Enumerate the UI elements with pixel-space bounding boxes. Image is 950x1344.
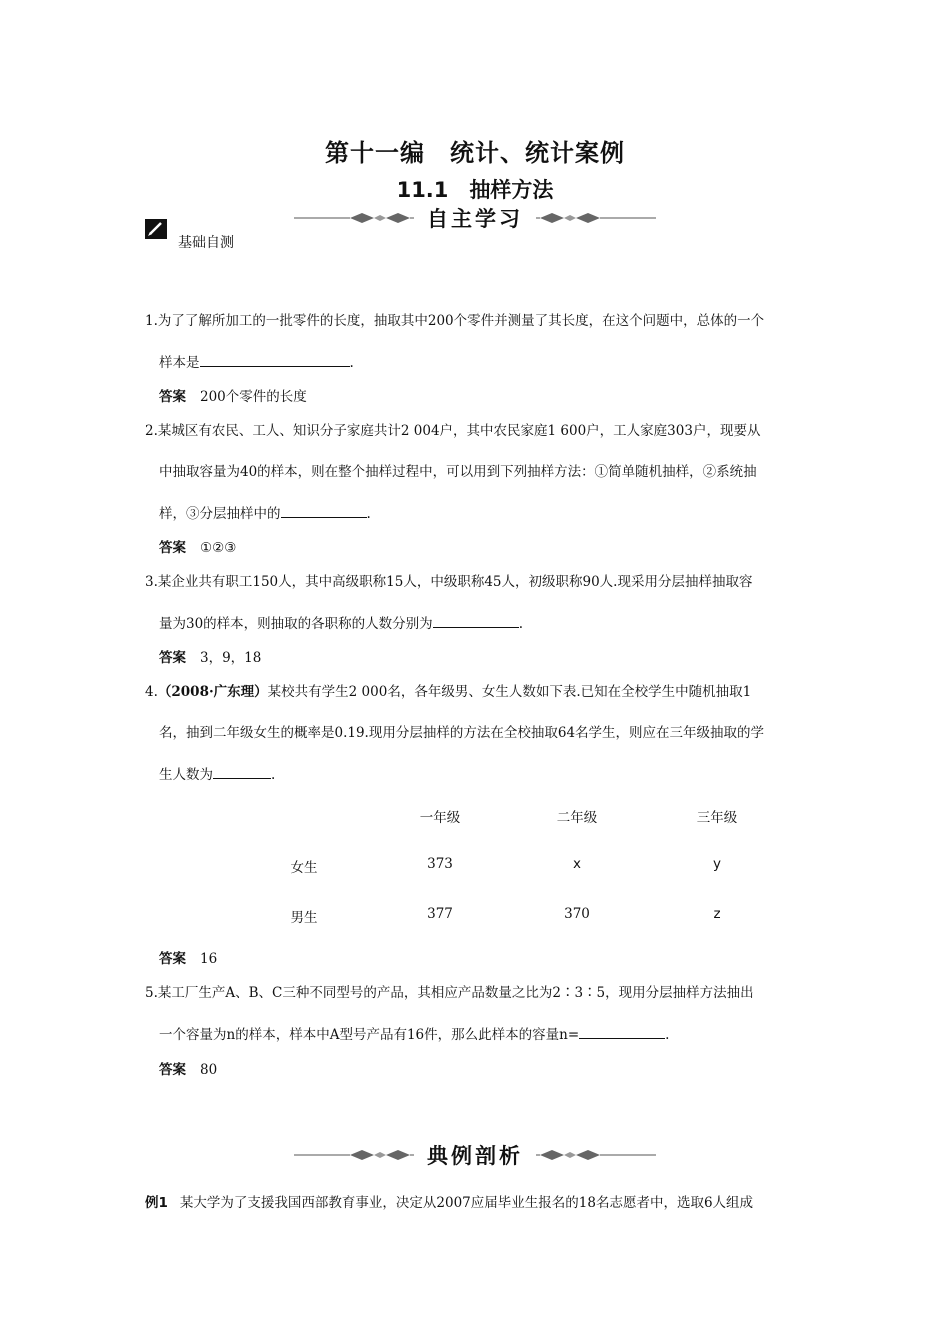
question-5-text: 一个容量为n的样本，样本中A型号产品有16件，那么此样本的容量n= <box>159 1027 580 1043</box>
question-3-line-1: 3.某企业共有职工150人，其中高级职称15人，中级职称45人，初级职称90人.现采用分层抽样抽取容 <box>145 574 753 590</box>
answer-1-value: 200个零件的长度 <box>200 389 307 405</box>
diamond-ornament-icon <box>536 211 656 225</box>
question-5-line-2 <box>159 1024 829 1045</box>
table-cell: x <box>573 856 581 872</box>
question-1-line-2 <box>159 352 829 373</box>
answer-label: 答案 <box>159 1062 186 1078</box>
question-5-period: . <box>665 1027 670 1043</box>
question-4-text: 某校共有学生2 000名，各年级男、女生人数如下表.已知在全校学生中随机抽取1 <box>267 684 752 700</box>
answer-2 <box>159 538 829 558</box>
question-2-line-2: 中抽取容量为40的样本，则在整个抽样过程中，可以用到下列抽样方法：①简单随机抽样，②系统抽 <box>159 464 757 480</box>
table-cell: y <box>713 856 721 872</box>
pencil-icon <box>145 219 167 239</box>
table-cell: 373 <box>427 856 453 872</box>
example-text: 某大学为了支援我国西部教育事业，决定从2007应届毕业生报名的18名志愿者中，选取6人组成 <box>179 1195 754 1211</box>
answer-5-value: 80 <box>200 1062 218 1078</box>
question-4-period: . <box>271 767 276 783</box>
answer-label: 答案 <box>159 540 186 556</box>
question-4-line-2: 名，抽到二年级女生的概率是0.19.现用分层抽样的方法在全校抽取64名学生，则应在三年级抽取的学 <box>159 725 765 741</box>
subsection-title: 基础自测 <box>178 235 234 251</box>
answer-blank <box>433 613 519 628</box>
self-study-heading: 自主学习 <box>427 207 523 231</box>
answer-label: 答案 <box>159 389 186 405</box>
answer-blank <box>579 1024 665 1039</box>
answer-blank <box>281 503 367 518</box>
question-2-line-1: 2.某城区有农民、工人、知识分子家庭共计2 004户，其中农民家庭1 600户，工人家庭303户，现要从 <box>145 423 761 439</box>
table-header: 三年级 <box>696 810 738 826</box>
table-row-label: 男生 <box>290 910 318 926</box>
answer-label: 答案 <box>159 951 186 967</box>
question-3-text: 量为30的样本，则抽取的各职称的人数分别为 <box>159 616 433 632</box>
question-4-source: （2008·广东理） <box>157 684 268 700</box>
answer-blank <box>213 764 271 779</box>
diamond-ornament-icon <box>294 1148 414 1162</box>
self-study-banner <box>0 203 950 233</box>
table-header: 二年级 <box>556 810 598 826</box>
table-cell: 370 <box>564 906 590 922</box>
question-1-period: . <box>349 355 354 371</box>
question-4-line-3 <box>159 764 829 785</box>
examples-heading: 典例剖析 <box>427 1144 523 1168</box>
question-2-line-3 <box>159 503 829 524</box>
examples-banner <box>0 1140 950 1170</box>
table-cell: z <box>713 906 721 922</box>
question-1-line-1: 1.为了了解所加工的一批零件的长度，抽取其中200个零件并测量了其长度，在这个问题中，总体的一个 <box>145 313 765 329</box>
answer-3 <box>159 648 829 668</box>
answer-2-value: ①②③ <box>200 540 237 556</box>
question-2-text: 样，③分层抽样中的 <box>159 506 281 522</box>
diamond-ornament-icon <box>536 1148 656 1162</box>
diamond-ornament-icon <box>294 211 414 225</box>
example-label: 例1 <box>145 1195 168 1211</box>
question-4-number: 4. <box>145 684 158 700</box>
question-3-line-2 <box>159 613 829 634</box>
chapter-title: 第十一编 统计、统计案例 <box>325 139 625 167</box>
answer-blank <box>200 352 350 367</box>
answer-label: 答案 <box>159 650 186 666</box>
table-header: 一年级 <box>419 810 461 826</box>
answer-4-value: 16 <box>200 951 218 967</box>
table-row-label: 女生 <box>290 860 318 876</box>
answer-1 <box>159 387 829 407</box>
question-5-line-1: 5.某工厂生产A、B、C三种不同型号的产品，其相应产品数量之比为2∶3∶5，现用分层抽样方法抽出 <box>145 985 754 1001</box>
answer-5 <box>159 1060 829 1080</box>
question-4-text: 生人数为 <box>159 767 213 783</box>
question-1-text: 样本是 <box>159 355 200 371</box>
answer-4 <box>159 949 829 969</box>
table-cell: 377 <box>427 906 453 922</box>
question-3-period: . <box>518 616 523 632</box>
question-4-line-1 <box>145 682 815 702</box>
question-2-period: . <box>366 506 371 522</box>
example-1 <box>145 1193 815 1213</box>
section-title: 11.1 抽样方法 <box>396 178 554 202</box>
answer-3-value: 3，9，18 <box>200 650 262 666</box>
